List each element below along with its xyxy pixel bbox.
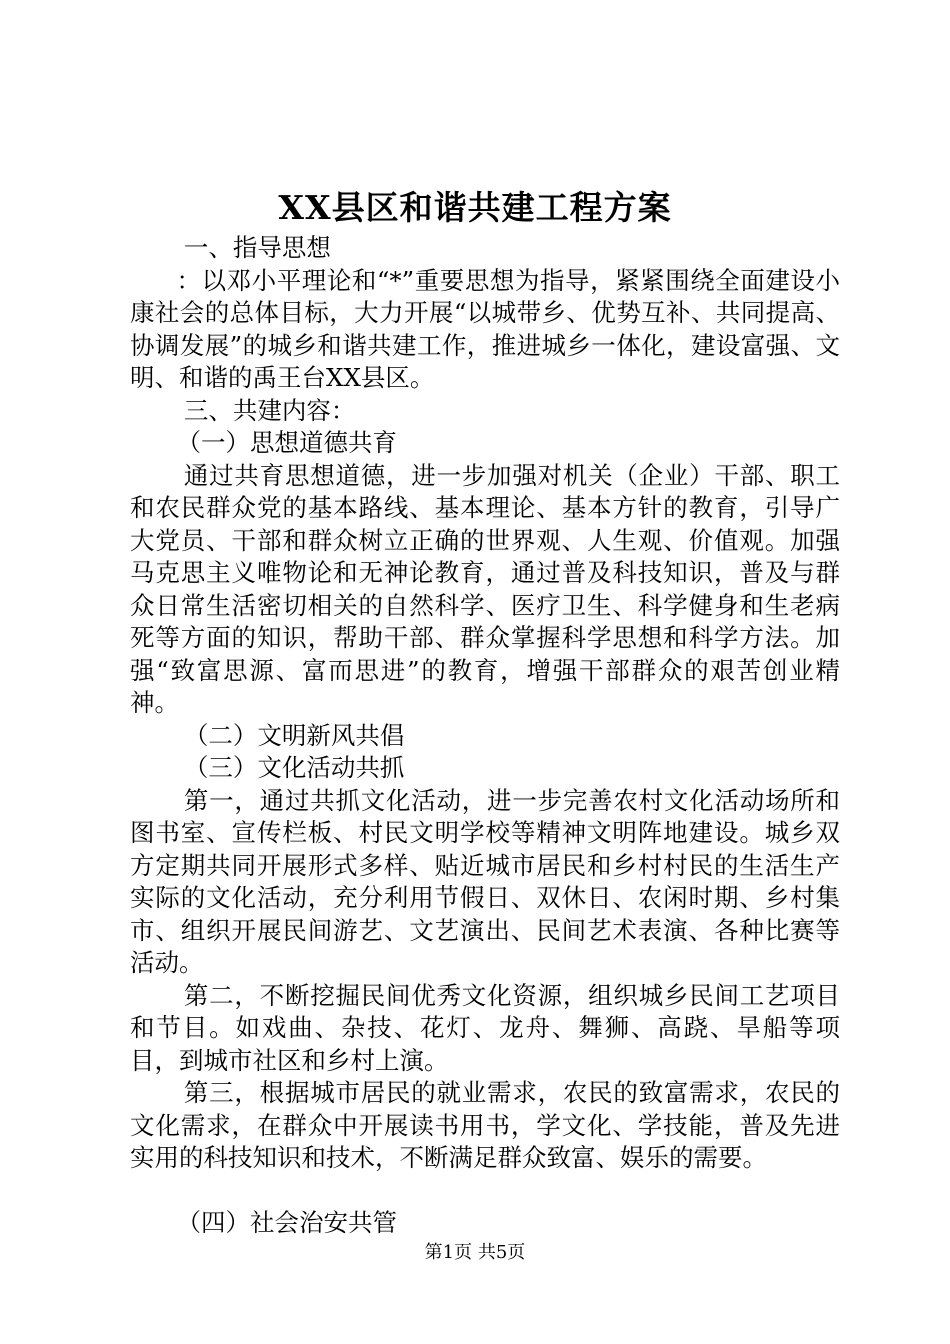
subsection-heading-civility: （二）文明新风共倡: [183, 720, 405, 750]
paragraph-guiding-thought: ：以邓小平理论和“*”重要思想为指导，紧紧围绕全面建设小康社会的总体目标，大力开展“以城带乡、优势互补、共同提高、协调发展”的城乡和谐共建工作，推进城乡一体化，建设富强、文明、和谐的禹王台XX县区。: [130, 265, 840, 392]
subsection-heading-moral: （一）思想道德共育: [176, 428, 398, 457]
section-heading-content: 三、共建内容：: [183, 395, 356, 425]
page-footer: 第1页 共5页: [424, 1242, 526, 1263]
section-heading-guiding-thought: 一、指导思想: [183, 233, 331, 262]
paragraph-culture-third: 第三，根据城市居民的就业需求，农民的致富需求，农民的文化需求，在群众中开展读书用书，学文化、学技能，普及先进实用的科技知识和技术，不断满足群众致富、娱乐的需要。: [130, 1078, 840, 1172]
document-body: [130, 232, 840, 1239]
subsection-heading-culture: （三）文化活动共抓: [183, 753, 405, 782]
paragraph-culture-second: 第二，不断挖掘民间优秀文化资源，组织城乡民间工艺项目和节目。如戏曲、杂技、花灯、龙舟、舞狮、高跷、旱船等项目，到城市社区和乡村上演。: [130, 980, 840, 1075]
paragraph-moral: 通过共育思想道德，进一步加强对机关（企业）干部、职工和农民群众党的基本路线、基本理论、基本方针的教育，引导广大党员、干部和群众树立正确的世界观、人生观、价值观。加强马克思主义唯物论和无神论教育，通过普及科技知识，普及与群众日常生活密切相关的自然科学、医疗卫生、科学健身和生老病死等方面的知识，帮助干部、群众掌握科学思想和科学方法。加强“致富思源、富而思进”的教育，增强干部群众的艰苦创业精神。: [130, 460, 840, 717]
document-title: XX县区和谐共建工程方案: [278, 188, 672, 227]
paragraph-culture-first: 第一，通过共抓文化活动，进一步完善农村文化活动场所和图书室、宣传栏板、村民文明学校等精神文明阵地建设。城乡双方定期共同开展形式多样、贴近城市居民和乡村村民的生活生产实际的文化活动，充分利用节假日、双休日、农闲时期、乡村集市、组织开展民间游艺、文艺演出、民间艺术表演、各种比赛等活动。: [130, 785, 840, 977]
subsection-heading-security: （四）社会治安共管: [176, 1207, 398, 1237]
